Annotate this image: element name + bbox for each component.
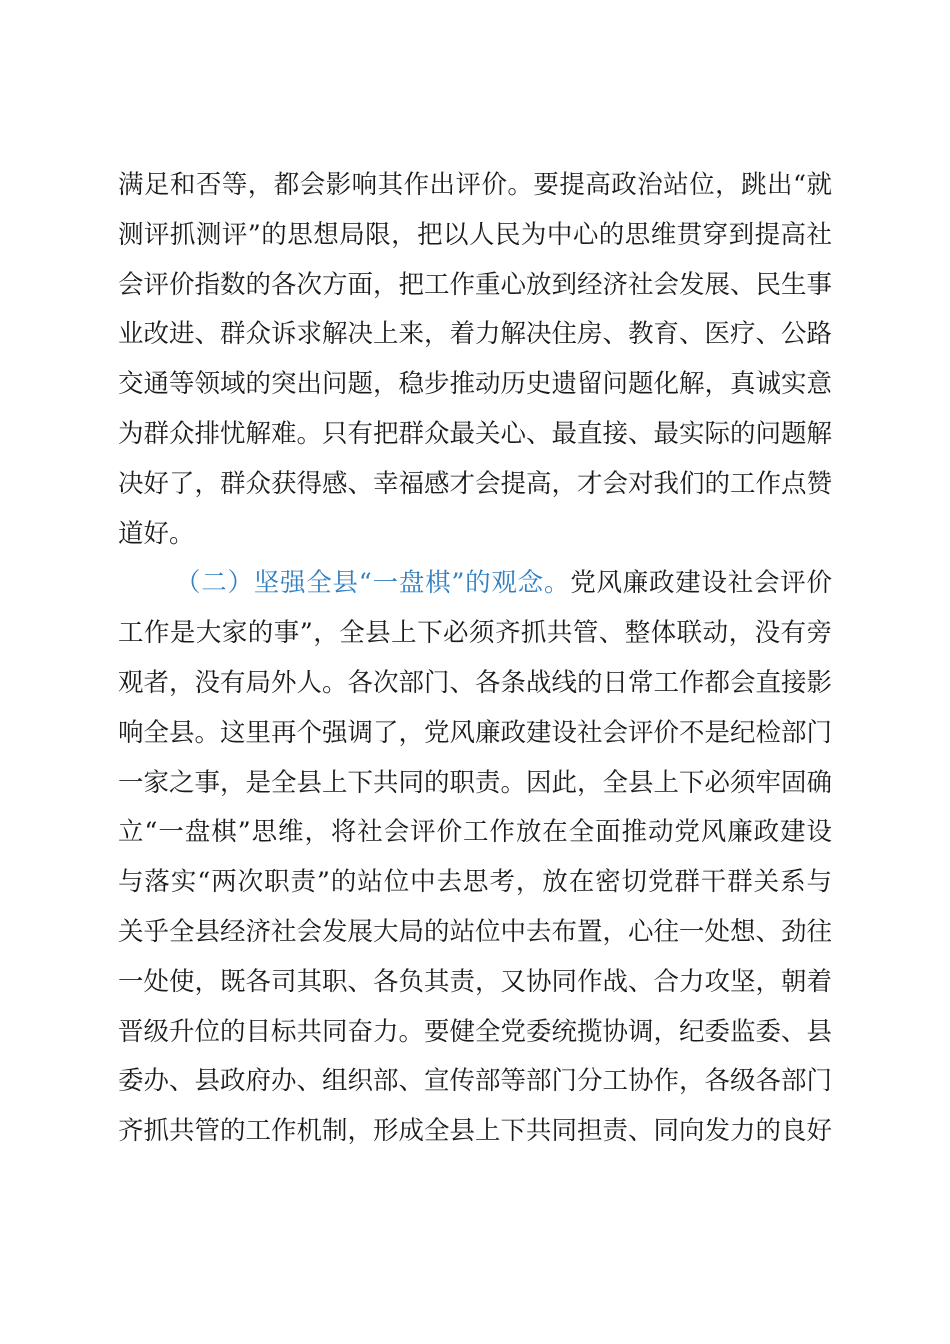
text-line: 观者，没有局外人。各次部门、各条战线的日常工作都会直接影	[118, 667, 833, 698]
text-line: 晋级升位的目标共同奋力。要健全党委统揽协调，纪委监委、县	[118, 1016, 833, 1047]
text-line: 会评价指数的各次方面，把工作重心放到经济社会发展、民生事	[118, 269, 833, 300]
text-line: 立“一盘棋”思维，将社会评价工作放在全面推动党风廉政建设	[118, 817, 832, 848]
text-line: 一家之事，是全县上下共同的职责。因此，全县上下必须牢固确	[118, 767, 833, 798]
text-line: 关乎全县经济社会发展大局的站位中去布置，心往一处想、劲往	[118, 916, 833, 947]
text-line: 齐抓共管的工作机制，形成全县上下共同担责、同向发力的良好	[118, 1116, 833, 1147]
text-line: 决好了，群众获得感、幸福感才会提高，才会对我们的工作点赞	[118, 468, 833, 499]
text-line: 道好。	[118, 518, 195, 549]
text-line: 业改进、群众诉求解决上来，着力解决住房、教育、医疗、公路	[118, 319, 833, 350]
text-line: 一处使，既各司其职、各负其责，又协同作战、合力攻坚，朝着	[118, 966, 833, 997]
heading-line-rest: 党风廉政建设社会评价	[570, 568, 832, 599]
text-line: 工作是大家的事”，全县上下必须齐抓共管、整体联动，没有旁	[118, 618, 832, 649]
text-line: 委办、县政府办、组织部、宣传部等部门分工协作，各级各部门	[118, 1066, 833, 1097]
text-line: 满足和否等，都会影响其作出评价。要提高政治站位，跳出“就	[118, 170, 832, 200]
text-line: 为群众排忧解难。只有把群众最关心、最直接、最实际的问题解	[118, 418, 833, 449]
body-text	[118, 161, 832, 1157]
text-line: 测评抓测评”的思想局限，把以人民为中心的思维贯穿到提高社	[118, 219, 832, 250]
section-heading-line	[118, 559, 832, 609]
section-heading: （二）坚强全县“一盘棋”的观念。	[175, 568, 571, 599]
text-line: 响全县。这里再个强调了，党风廉政建设社会评价不是纪检部门	[118, 717, 833, 748]
text-line: 交通等领域的突出问题，稳步推动历史遗留问题化解，真诚实意	[118, 369, 833, 400]
text-line: 与落实“两次职责”的站位中去思考，放在密切党群干群关系与	[118, 867, 832, 898]
